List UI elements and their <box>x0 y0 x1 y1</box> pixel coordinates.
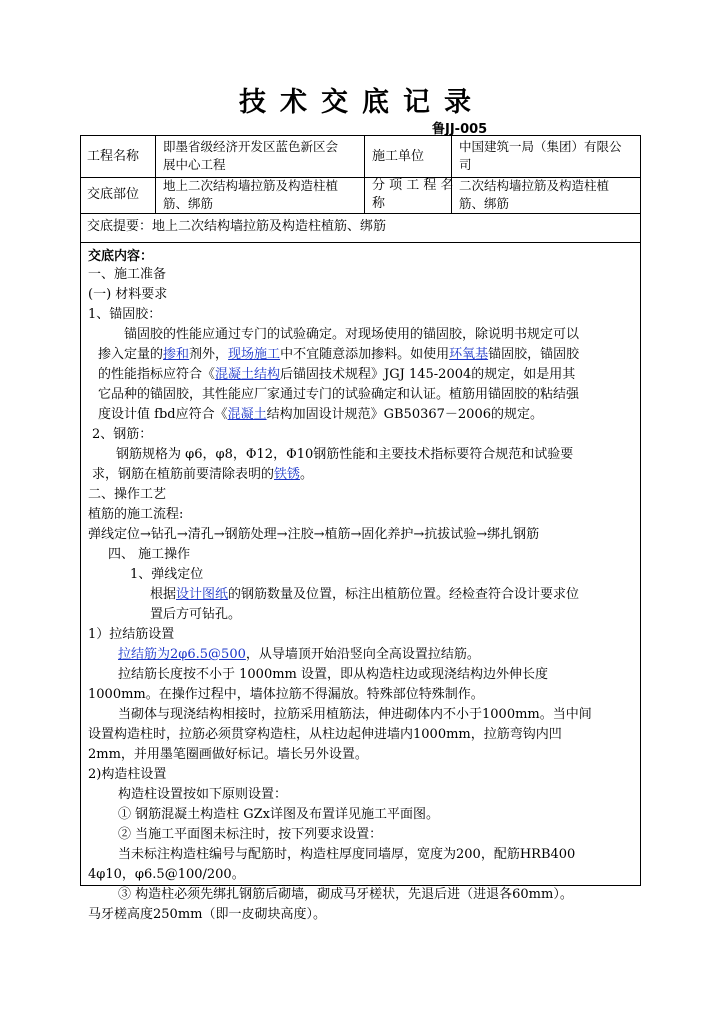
paragraph-line: 根据设计图纸的钢筋数量及位置，标注出植筋位置。经检查符合设计要求位 <box>150 587 580 602</box>
hyperlink[interactable]: 拉结筋为2φ6.5@500 <box>118 647 246 662</box>
paragraph-line: 拉结筋长度按不小于 1000mm 设置，即从构造柱边或现浇结构边外伸长度 <box>118 667 549 682</box>
unit-line: 司 <box>459 157 472 172</box>
paragraph-line: 它品种的锚固胶，其性能应厂家通过专门的试验确定和认证。植筋用锚固胶的粘结强 <box>98 387 580 402</box>
hyperlink[interactable]: 设计图纸 <box>176 587 229 602</box>
subitem-line: 筋、绑筋 <box>459 196 510 211</box>
subitem-value <box>459 177 609 213</box>
item-heading: 1、锚固胶： <box>88 307 162 322</box>
paragraph-line: ② 当施工平面图未标注时，按下列要求设置： <box>118 827 383 842</box>
paragraph-line: 当未标注构造柱编号与配筋时，构造柱厚度同墙厚，宽度为200，配筋HRB400 <box>118 847 576 862</box>
paragraph-line: 构造柱设置按如下原则设置： <box>118 787 288 802</box>
hyperlink[interactable]: 混凝土 <box>227 407 267 422</box>
paragraph-line: 度设计值 fbd应符合《混凝土结构加固设计规范》GB50367－2006的规定。 <box>98 407 543 422</box>
subitem-line: 二次结构墙拉筋及构造柱植 <box>459 178 610 193</box>
item-heading: 2)构造柱设置 <box>88 767 167 782</box>
project-name-line: 即墨省级经济开发区蓝色新区会 <box>163 139 339 154</box>
table-divider <box>364 136 365 213</box>
project-name-value <box>163 138 338 174</box>
form-code: 鲁JJ-005 <box>432 122 488 137</box>
paragraph-line: ① 钢筋混凝土构造柱 GZx详图及布置详见施工平面图。 <box>118 807 440 822</box>
hyperlink[interactable]: 现场施工 <box>228 347 281 362</box>
paragraph-line: 4φ10，φ6.5@100/200。 <box>88 867 245 882</box>
item-heading: 1）拉结筋设置 <box>88 627 175 642</box>
section-heading: 四、 施工操作 <box>108 547 191 562</box>
table-divider <box>155 136 156 213</box>
paragraph-line: 1000mm。在操作过程中，墙体拉筋不得漏放。特殊部位特殊制作。 <box>88 687 484 702</box>
paragraph-line: 求，钢筋在植筋前要清除表明的铁锈。 <box>92 467 314 482</box>
subsection-heading: (一) 材料要求 <box>88 287 168 302</box>
item-heading: 2、钢筋： <box>92 427 153 442</box>
paragraph-line: 置后方可钻孔。 <box>150 607 242 622</box>
subitem-label <box>372 177 454 213</box>
content-heading: 交底内容： <box>88 249 154 264</box>
hyperlink[interactable]: 掺和 <box>163 347 190 362</box>
hyperlink[interactable]: 混凝土结构 <box>215 367 281 382</box>
unit-label: 施工单位 <box>372 149 425 164</box>
dept-value <box>163 177 338 213</box>
paragraph-line: 拉结筋为2φ6.5@500，从导墙顶开始沿竖向全高设置拉结筋。 <box>118 647 480 662</box>
subitem-label-line: 称 <box>372 196 386 211</box>
section-heading: 二、操作工艺 <box>88 487 167 502</box>
subitem-label-line: 分 项 工 程 名 <box>372 178 454 193</box>
flow-label: 植筋的施工流程: <box>88 507 184 522</box>
unit-line: 中国建筑一局（集团）有限公 <box>459 139 622 154</box>
paragraph-line: 钢筋规格为 φ6，φ8，Φ12，Φ10钢筋性能和主要技术指标要符合规范和试验要 <box>116 447 574 462</box>
dept-line: 筋、绑筋 <box>163 196 214 211</box>
dept-label: 交底部位 <box>87 187 140 202</box>
paragraph-line: ③ 构造柱必须先绑扎钢筋后砌墙，砌成马牙槎状，先退后进（进退各60mm）。 <box>118 887 573 902</box>
hyperlink[interactable]: 环氧基 <box>449 347 489 362</box>
paragraph-line: 2mm，并用墨笔圈画做好标记。墙长另外设置。 <box>88 747 368 762</box>
project-name-line: 展中心工程 <box>163 157 226 172</box>
paragraph-line: 掺入定量的掺和剂外，现场施工中不宜随意添加掺料。如使用环氧基锚固胶，锚固胶 <box>98 347 580 362</box>
paragraph-line: 的性能指标应符合《混凝土结构后锚固技术规程》JGJ 145-2004的规定，如是用其 <box>98 367 576 382</box>
document-title: 技术交底记录 <box>239 87 485 118</box>
unit-value <box>459 138 622 174</box>
item-heading: 1、弹线定位 <box>130 567 204 582</box>
summary: 交底提要：地上二次结构墙拉筋及构造柱植筋、绑筋 <box>87 219 387 234</box>
dept-line: 地上二次结构墙拉筋及构造柱植 <box>163 178 339 193</box>
project-name-label: 工程名称 <box>87 149 140 164</box>
hyperlink[interactable]: 铁锈 <box>274 467 301 482</box>
section-heading: 一、施工准备 <box>88 267 167 282</box>
paragraph-line: 锚固胶的性能应通过专门的试验确定。对现场使用的锚固胶，除说明书规定可以 <box>124 327 580 342</box>
table-divider <box>81 242 640 243</box>
paragraph-line: 马牙槎高度250mm（即一皮砌块高度）。 <box>88 907 326 922</box>
paragraph-line: 当砌体与现浇结构相接时，拉筋采用植筋法，伸进砌体内不小于1000mm。当中间 <box>118 707 592 722</box>
paragraph-line: 设置构造柱时，拉筋必须贯穿构造柱，从柱边起伸进墙内1000mm，拉筋弯钩内凹 <box>88 727 562 742</box>
flow-steps: 弹线定位→钻孔→清孔→钢筋处理→注胶→植筋→固化养护→抗拔试验→绑扎钢筋 <box>88 527 540 542</box>
table-divider <box>81 213 640 214</box>
